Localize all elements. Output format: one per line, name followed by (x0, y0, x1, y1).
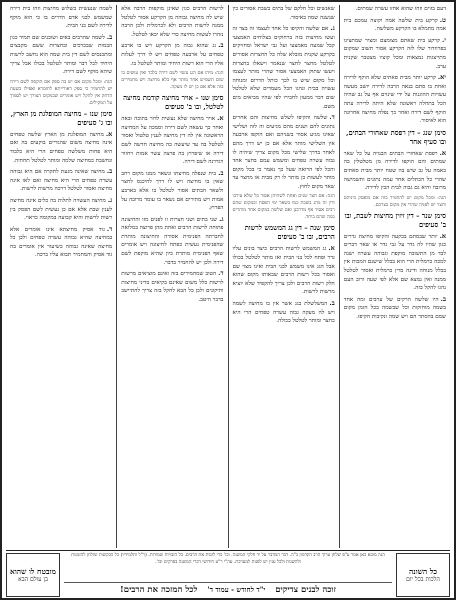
paragraph (121, 41, 223, 68)
paragraph-text: אם שלשה והקיפו כל אחד לעצמו זה בצד זה ועשו מחיצות בזה ברחוקים בצלוחים האמצעי קבל שמעה מאמצעי ועל גבי ישראל ומחזיקים בקרקע שקנית מובלא שלה כל החצרות אסורים לטלטל מחצר לחצר שנאמר וישאלו בחצרות ויעשו שתוק האמצעי אסור שהרי מותר לעצמו וכל מקום שיש בו לכך כותל הדרום ומנוחה עשויה בבית ונהגו הכל מעמדים שלא לטלטל שום דבר ממעון לחבירו לפי שהיו מביאים מים משם. (232, 26, 335, 110)
paragraph-marker: יא. (437, 73, 446, 82)
paragraph-text: הגה: ומכל מקום יש להחמיר בזה אם מופסק ביניהם וחצר יש לפניה שהרי אין מקום בצרכם. (343, 195, 446, 208)
gloss-paragraph (121, 70, 223, 91)
paragraph-text: שני בתים ושני חצרות זו לפנים מזו והחיצונה פתוחה לרשות הרבים ואחת מהן פרוצה במלואה לחברתה הפנימית אסורה והחיצונה מותרת שהפנימית נעשית כפתח לחיצונה ויש אומרים שאף הפנימית מותרת כיון שהיא מוקפת לשם דירה ולכן יש להחמיר בדבר. (121, 216, 224, 266)
text-column (6, 5, 117, 548)
paragraph-text: לשמה שנעשית בשלוש מחיצות וזהו בית דירה שמשמש לבני אדם הדרים בו כי הוא מוקף לדירה לשם בני הבית. (10, 6, 113, 30)
paragraph-marker: ג. (219, 214, 224, 223)
paragraph-text: לשמה שהרבים באים ושוכנים שם תמיד כגון הבמות שבכרכים ובחצרות ששם מקבצים ומתכנסים לשם דין בית שמה הוא נחשב לרשות היחיד לכל דבר ומותר לטלטל בכולו אבל צריך שיהא מוקף לשם דירה. (10, 34, 113, 76)
paragraph (344, 5, 446, 14)
paragraph-marker: ב. (218, 41, 224, 50)
paragraph-marker: א. (328, 244, 335, 253)
paragraph-text: הגה: מיהו אם הגג עשוי לשם דירה בלבד ואין עושים בו שום תשמיש אחר מותר אף בלא מחיצה ויש מחמירים בזה אלא אם כן יש לו מעקה. (121, 71, 224, 91)
paragraph-marker: ד. (106, 224, 113, 233)
paragraph (233, 5, 335, 22)
gloss-paragraph (10, 79, 112, 107)
paragraph-marker: ב. (440, 294, 446, 303)
paragraph-text: קרקע יותר מבית סאתים שלא הוקף לדירה ואחת בו סתם בנאה הרבה לדירה יושב מעשה עשויות ההוגנות על ידי שינוים אף על גב שהיה הכל בתחלה ראשונה שלא היתה לדירה עתה הוקף לשם דירה ואחר כך נפלה מחיצה אחרונה הוא לאיסור. (343, 75, 446, 125)
text-column (117, 5, 228, 548)
paragraph (121, 215, 223, 268)
logo-left-line1: מובטח לו שהוא (10, 566, 56, 576)
paragraph (344, 16, 446, 34)
footer-center-label: זוכה לבנים צדיקים (275, 585, 336, 595)
paragraph (121, 169, 223, 213)
paragraph-text: אויר מחיצה שלא נעשית לדור בתוכה ובאה ואחר כך עשאה לשם דירה וסמכה על המחיצה הראשונה אין לה דין מחיצה לענין טלטול ואסור לטלטל בה עד שיעשה בה מחיצה חדשה לשם דירה או שיפרוץ בה פרצה עשר אמות ויחזור ויגדרנה לשם דירה. (121, 116, 224, 166)
section-heading: סימן שנז – מחיצה המופלגת מן הארץ, ובו ג' סעיפים (10, 109, 113, 127)
paragraph-text: הטוב שמחמירים בזה ואינם מוציאים מרשות לרשות כלל משום שאינם בקיאים בדיני מחיצות ותיקונים ולכן כל הבא להקל בזה צריך להתיישב בדבר היטב. (121, 271, 224, 304)
paragraph-text: גג שהוא גבוה מן הקרקע ויש בו ארבע טפחים על ארבעה טפחים ויש לו דרך לעלות אליו הרי הוא רשות היחיד ומותר לטלטל בו. (121, 43, 224, 67)
paragraph-text: יותר שבסתם בבקעה והקיפו מחיצת גדרים כגון שהיו לה גדר על גבי גדר או שאר דברים לבד מן התשובה מוקפת וגבוהה עשרה ישנה למכה כרמלית הרי הוא בכלל שישנם המכות אין בכלל מנוחה ודינה כדין כרמלית ואסור לטלטל ממנה ואין נמצא שם אלא לפי שעה ורוב העם נהגו להקל בזה. (343, 233, 446, 292)
logo-right-line1: כל השונה (408, 566, 438, 576)
text-column (340, 5, 450, 548)
footer-page-ref: י"ד לחודש - עמוד ד' (207, 585, 266, 594)
paragraph (344, 295, 446, 322)
logo-right-line2: הלכות בכל יום (406, 575, 440, 583)
logo-right (396, 553, 450, 597)
paragraph-marker: א. (217, 114, 224, 123)
paragraph (10, 196, 112, 223)
footer-notice: הגה מובא כאן אמר ע"פ שלחן ערוך הרב הקדמון ב"ה. דבר המדבר על יד חלקי המשנה. וכו' כדי לזכות את הרבים. כל הזכויות שמורות. (ר"ל ותלמידיו) כל הבקשות שולחן להזמנות ולהשגות ולכל ענין יש לפנות למערכת. עה"י ר"ע חידושי דברי המשנה בפרקים וכו'. (71, 553, 385, 565)
paragraph-marker: א. (439, 148, 446, 157)
paragraph-marker: ט. (439, 15, 446, 24)
paragraph (233, 299, 335, 326)
paragraph-marker: ג. (107, 195, 113, 204)
paragraph-text: היו שלשה הרקים של ערבים ומה אחד בשמה מוחזקות וכל שבשמה בכל הזמן מקום שמם בהסתר הם ויש שמה ונקיבות הקיפו. (343, 296, 446, 321)
paragraph-text: הגה: ומכל מקום אם יש בה ספק אם הוקפה לשם דירה יש להחמיר כי ספק דאורייתא לחומרא ואפילו בשעת הדחק אין להקל ויש אומרים שבמקום הצורך יש לסמוך על המקילים. (10, 79, 113, 106)
paragraph-text: שלשה והקיפו לשלש מחיצות והם אחרים נתונים להם ושנים מהם מגיעים זה לזה ושלישי שאינו מגיע אסור בשניהם ואם הוקפו ארבעה אין השלישי מותר אלא אם כן יש דרך מהם לאחר בדרך שלישי מכל מקום צריך שיהיה לו גבוה עשרה טפחים ומשמש עמם בחצר אחד והכל לפי הרואה שעל כך נאמר כי בכל מקום מותר לעשות כן מותר לו רק מבית או מחצר עד שאר מקום לחוץ. (232, 115, 335, 190)
paragraph-text: רפסת שאחורי הבתים הבנויה על כל שאר שמתים והם הוקפו לדירה מן מטלטלין בה באמה על גב שיש בה שטח יותר מבית סאתים שהרי כל הכתלים אחר עמה נתונים ותשמישה מרובה והיא גם גבוה לבית הכין לדירה. (343, 150, 446, 192)
paragraph (233, 24, 335, 111)
paragraph (121, 114, 223, 167)
paragraph (121, 269, 223, 304)
section-heading: סימן שנה – דין גג המשמש לרשות הרבים, ובו ב' סעיפים (244, 224, 335, 242)
footer (6, 550, 450, 598)
paragraph (10, 5, 112, 31)
paragraph-text: גוד אסיק מחיצתא אינו אומרים אלא במחיצה שהיא גבוהה עשרה טפחים ולכן כל מחיצה שאינה גבוהה כשיעור אין אומרים בה גוד אסיק והמחמיר תבוא עליו ברכה. (10, 226, 113, 259)
paragraph-marker: ב. (106, 167, 113, 176)
paragraph-marker: ד. (329, 113, 335, 122)
paragraph (10, 167, 112, 194)
paragraph-text: לרשות הרבים כגון שאינן מוקפות הרבה אלא שיש לה מחיצה גבוהה מן הקרקע אסור לטלטל ממנה לרשות הרבים ולא לכרמלית ולכן הרבה נזהרו לעשות מחיצה כדי שלא יבאו לטלטל. (121, 6, 224, 38)
paragraph-text: מחיצה המופלגת מן הארץ שלשה טפחים אינה מחיצה משום שהגדיים בוקעים בה ואם היא פחות משלשה טפחים הרי היא כלבוד ונחשבת כמחיצה שלמה ומותר לטלטל תחתיה. (10, 131, 113, 164)
paragraph-marker: ד. (218, 269, 224, 278)
paragraph-marker: א. (439, 231, 446, 240)
paragraph-text: דעם בזוים וזהו שהוא אחזו עשרה שמתים. (355, 6, 446, 12)
paragraph (344, 73, 446, 126)
text-column (229, 5, 340, 548)
paragraph-marker: ב. (329, 299, 335, 308)
text-columns (6, 5, 450, 548)
gloss-paragraph (344, 195, 446, 209)
paragraph-text: שאנשים וכל חלקם של בתים בשבת אסורים כין שנשנה שמה באיסור. (232, 6, 335, 21)
paragraph-marker: ב. (106, 32, 113, 41)
paragraph-marker: א. (105, 129, 113, 138)
paragraph (233, 113, 335, 191)
section-heading: סימן שנג – דין רפסת שאחורי הבתים, ובו סעיף אחד (346, 128, 446, 146)
paragraph-marker: י. (442, 35, 446, 44)
paragraph-text: גג המשמש לרשות הרבים כיצד בונים עליו גדר ופתח לכל בני הבית ואז מותר לטלטל בכולו אבל הגג אינו משמש לבני הבית ואינו מצוי שם ואסור בכל רשות הרבים שבאותו מקום שהוא חלק רשות הרבים ולכן צריך להקפיד שלא יוציא מרשות לרשות. (232, 246, 335, 296)
paragraph-text: הגה: אם חצר שנים ואחת לשתיהן אסור כל שלא עירבו ודין זה נוהג בשבת כמו בשאר ימי הפסח ובמקום שהם רבים אסור אף מדרבנן ואם שלשה במקום אחד מותרים במה שהם ביחד. (232, 194, 335, 221)
paragraph (344, 36, 446, 71)
section-heading: סימן שנד – דין זיזין מחיצות לשבת, ובו ב' סעיפים (344, 211, 446, 229)
paragraph (10, 33, 112, 77)
paragraph (233, 244, 335, 297)
paragraph-marker: ב. (218, 168, 224, 177)
paragraph-text: קרקע בית שאתם מצומצם ומציר שמתציגו בפרוזדור שלו לזה הקרקע אסור תשוב שמקום מתייצגות נמצאות ומכל קוציו מצטבר שקנית ערב. (343, 37, 446, 70)
paragraph (10, 130, 112, 165)
footer-sub-label: לכל המזכה את הרבים! (120, 585, 198, 595)
logo-left-line2: בן עולם הבא (18, 575, 48, 583)
paragraph-marker: ג. (330, 24, 335, 33)
paragraph (344, 149, 446, 193)
paragraph (344, 232, 446, 293)
footer-bar (64, 582, 392, 596)
section-heading: סימן שנו – אויר מחיצה קודמת מחיצה לטלטל, ובו ב' סעיפים (123, 94, 224, 112)
paragraph-text: קרקע בית שלשה אמה וקוצה עמכם בית אמה מתמלא בו הקרקע משלשה. (343, 17, 446, 33)
logo-left (6, 553, 60, 597)
paragraph-text: מחיצה העשויה לתלות בה כלים אינה מחיצה לענין שבת אלא אם כן נעשית לשם הפסק בין רשות לרשות והיא קבועה במקומה כראוי. (10, 197, 113, 222)
paragraph-text: מחיצה שאינה מגעת לתקרה אם היא גבוהה עשרה טפחים הרי היא מחיצה ואם לאו אינה מחיצה ואסור לטלטל דרכה מרשות לרשות. (10, 169, 113, 193)
paragraph (10, 225, 112, 260)
gloss-paragraph (233, 193, 335, 221)
paragraph (121, 5, 223, 39)
paragraph-text: המשלשלת בגג אשר אין בו מחיצה לשמה ויש לה מעקה גבוה עשרה טפחים הרי היא כחצר ומותר לטלטל בכולה. (232, 301, 335, 325)
paragraph-text: בית שנפלה מחיצתו ונשאר ממנו מקום רחב שאין בו מחיצה ויש לו דרך להיכנס לחצר ולשאר הבתים אסור לטלטל בו אלא בארבע אמות ויש מתירים אם נשאר בו עומד מרובה על הפרוץ. (121, 170, 224, 212)
